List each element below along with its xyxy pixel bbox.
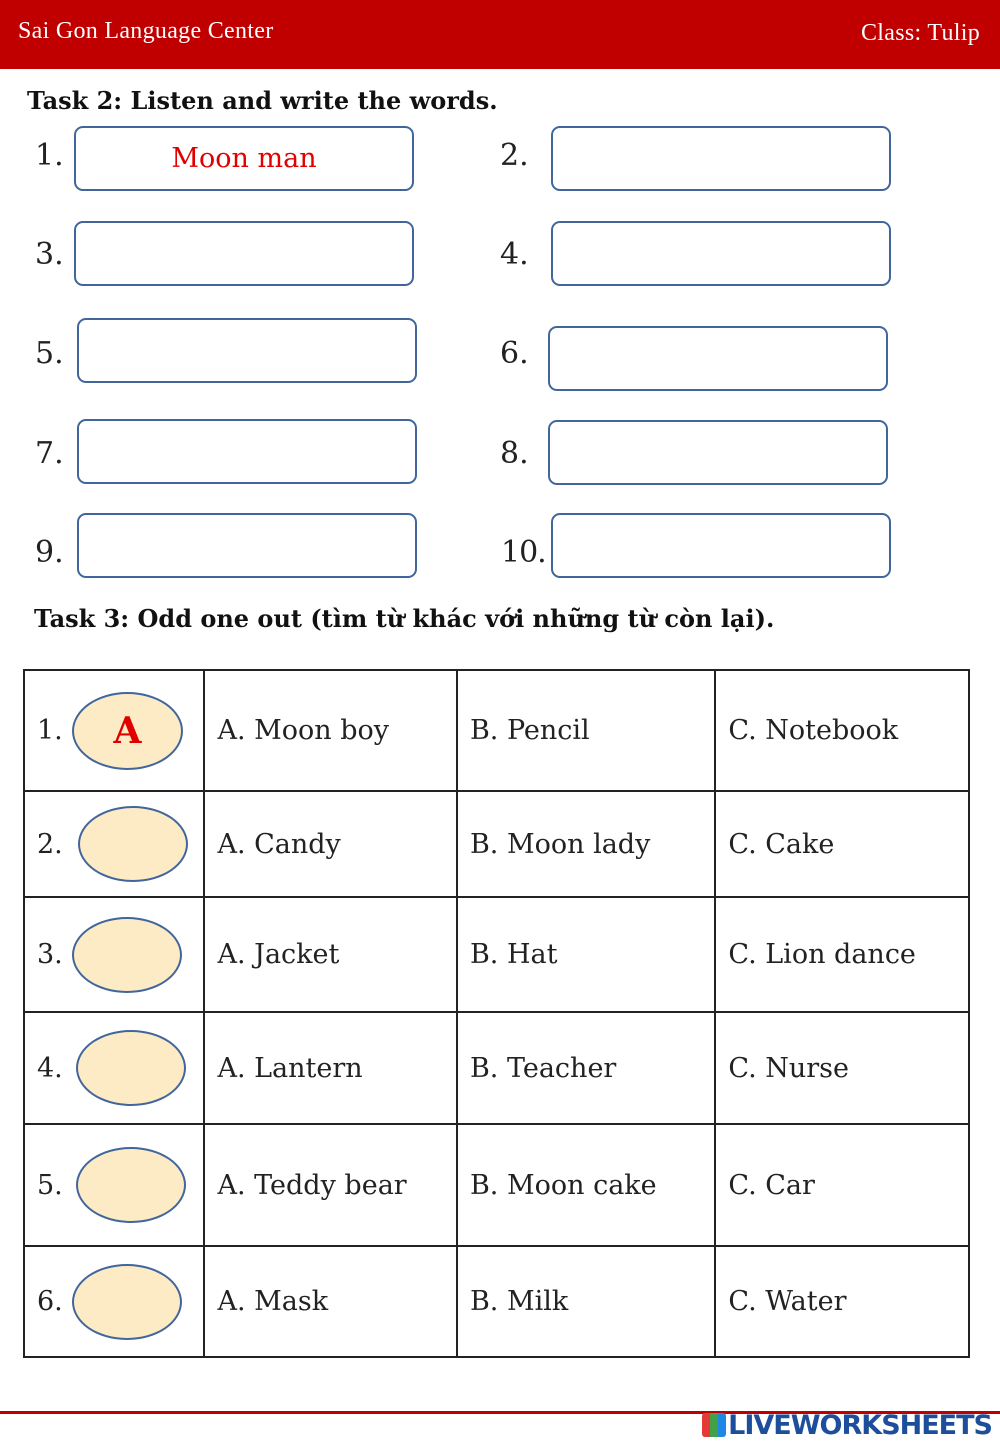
table-row bbox=[24, 791, 969, 897]
center-name: Sai Gon Language Center bbox=[18, 18, 274, 44]
option-c: C. Lion dance bbox=[715, 897, 969, 1012]
row-number: 2. bbox=[37, 828, 63, 860]
task2-number: 9. bbox=[35, 535, 64, 570]
task2-answer-box[interactable] bbox=[77, 419, 417, 484]
row-number: 1. bbox=[37, 715, 63, 746]
row-number-cell bbox=[24, 1012, 204, 1124]
task2-answer-box[interactable] bbox=[77, 513, 417, 578]
task2-number: 4. bbox=[500, 237, 529, 272]
liveworksheets-logo-icon bbox=[702, 1413, 726, 1437]
task2-answer-box[interactable] bbox=[551, 513, 891, 578]
task2-answer-box[interactable]: Moon man bbox=[74, 126, 414, 191]
row-number: 3. bbox=[37, 939, 63, 970]
table-row bbox=[24, 1124, 969, 1246]
row-number-cell bbox=[24, 1124, 204, 1246]
row-number-cell bbox=[24, 670, 204, 791]
answer-oval[interactable] bbox=[76, 1147, 186, 1223]
task3-title: Task 3: Odd one out (tìm từ khác với những từ còn lại). bbox=[34, 604, 775, 633]
answer-oval[interactable] bbox=[72, 1264, 182, 1340]
option-c: C. Car bbox=[715, 1124, 969, 1246]
option-a: A. Lantern bbox=[204, 1012, 456, 1124]
class-label: Class: Tulip bbox=[861, 20, 980, 46]
task2-answer-box[interactable] bbox=[77, 318, 417, 383]
odd-one-out-table bbox=[23, 669, 970, 1358]
answer-oval[interactable] bbox=[72, 917, 182, 993]
task2-answer-box[interactable] bbox=[551, 221, 891, 286]
task2-answer-box[interactable] bbox=[74, 221, 414, 286]
row-number-cell bbox=[24, 897, 204, 1012]
option-a: A. Mask bbox=[204, 1246, 456, 1357]
table-row bbox=[24, 897, 969, 1012]
option-a: A. Jacket bbox=[204, 897, 456, 1012]
option-b: B. Moon cake bbox=[457, 1124, 715, 1246]
option-a: A. Teddy bear bbox=[204, 1124, 456, 1246]
table-row bbox=[24, 670, 969, 791]
page-header bbox=[0, 0, 1000, 69]
task2-answer-box[interactable] bbox=[548, 420, 888, 485]
option-b: B. Teacher bbox=[457, 1012, 715, 1124]
row-number-cell bbox=[24, 1246, 204, 1357]
answer-oval[interactable] bbox=[76, 1030, 186, 1106]
answer-oval[interactable]: A bbox=[72, 692, 183, 770]
task2-number: 7. bbox=[35, 436, 64, 471]
option-c: C. Nurse bbox=[715, 1012, 969, 1124]
task2-number: 1. bbox=[35, 138, 64, 173]
table-row bbox=[24, 1012, 969, 1124]
task2-number: 2. bbox=[500, 138, 529, 173]
option-b: B. Moon lady bbox=[457, 791, 715, 897]
footer-brand-label: LIVEWORKSHEETS bbox=[728, 1410, 992, 1441]
task2-title: Task 2: Listen and write the words. bbox=[27, 86, 498, 115]
option-c: C. Water bbox=[715, 1246, 969, 1357]
row-number: 5. bbox=[37, 1169, 63, 1201]
option-c: C. Cake bbox=[715, 791, 969, 897]
option-b: B. Milk bbox=[457, 1246, 715, 1357]
row-number: 4. bbox=[37, 1052, 63, 1084]
task2-answer-box[interactable] bbox=[548, 326, 888, 391]
task2-number: 10. bbox=[501, 535, 546, 570]
answer-oval[interactable] bbox=[78, 806, 188, 882]
option-b: B. Pencil bbox=[457, 670, 715, 791]
task2-number: 3. bbox=[35, 237, 64, 272]
footer-brand[interactable] bbox=[702, 1410, 992, 1441]
row-number: 6. bbox=[37, 1286, 63, 1317]
task2-number: 5. bbox=[35, 336, 64, 371]
option-a: A. Candy bbox=[204, 791, 456, 897]
option-b: B. Hat bbox=[457, 897, 715, 1012]
task2-number: 6. bbox=[500, 336, 529, 371]
task2-answer-box[interactable] bbox=[551, 126, 891, 191]
task2-number: 8. bbox=[500, 436, 529, 471]
option-a: A. Moon boy bbox=[204, 670, 456, 791]
option-c: C. Notebook bbox=[715, 670, 969, 791]
row-number-cell bbox=[24, 791, 204, 897]
table-row bbox=[24, 1246, 969, 1357]
